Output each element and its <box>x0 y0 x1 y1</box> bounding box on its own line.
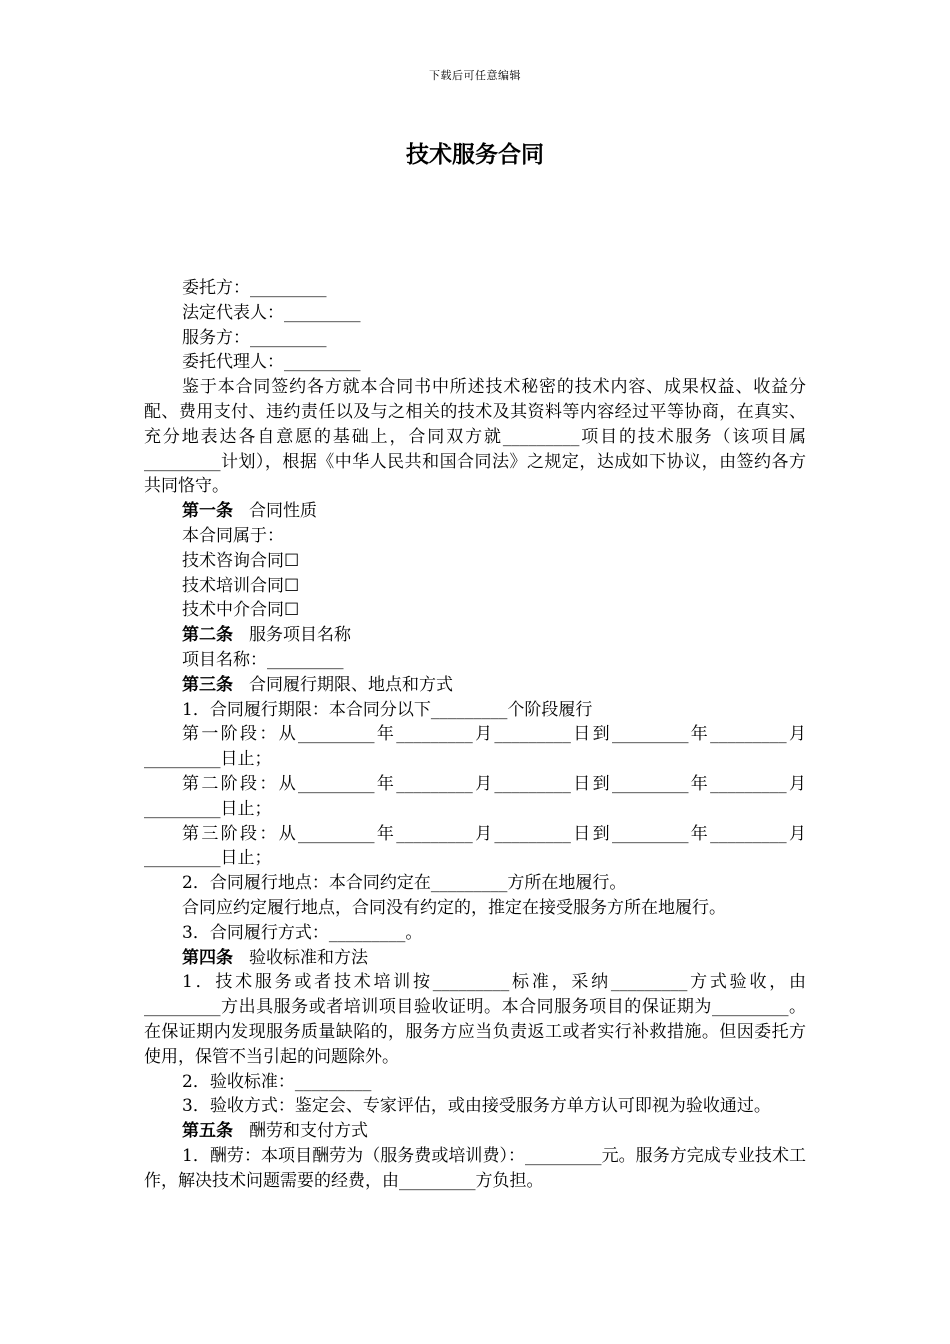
stage-2-line: 第二阶段：从_________年_________月_________日到_________年_________月_________日止； <box>144 773 806 819</box>
agent-line: 委托代理人：_________ <box>182 352 361 373</box>
article-5-title: 酬劳和支付方式 <box>249 1121 368 1142</box>
article-1-label: 第一条 <box>182 501 233 522</box>
article-3-item-2: 2．合同履行地点：本合同约定在_________方所在地履行。 <box>182 873 627 894</box>
header-note: 下载后可任意编辑 <box>429 69 521 82</box>
article-3-item-2-note: 合同应约定履行地点，合同没有约定的，推定在接受服务方所在地履行。 <box>182 897 726 918</box>
article-3-title: 合同履行期限、地点和方式 <box>249 674 453 695</box>
stage-1-line: 第一阶段：从_________年_________月_________日到_________年_________月_________日止； <box>144 724 806 770</box>
article-4-title: 验收标准和方法 <box>249 947 368 968</box>
article-2-title: 服务项目名称 <box>249 625 351 646</box>
option-consulting: 技术咨询合同☐ <box>182 550 300 571</box>
article-2-heading <box>144 623 806 648</box>
article-4-label: 第四条 <box>182 947 233 968</box>
option-intermediary: 技术中介合同☐ <box>182 600 300 621</box>
article-1-title: 合同性质 <box>249 501 317 522</box>
article-5-heading <box>144 1119 806 1144</box>
article-3-item-3: 3．合同履行方式：_________。 <box>182 922 423 943</box>
legal-rep-line: 法定代表人：_________ <box>182 302 361 323</box>
preamble-paragraph: 鉴于本合同签约各方就本合同书中所述技术秘密的技术内容、成果权益、收益分配、费用支付、违约责任以及与之相关的技术及其资料等内容经过平等协商，在真实、充分地表达各自意愿的基础上，合同双方就_________项目的技术服务（该项目属_________计划），根据《中华人民共和国合同法》之规定，达成如下协议，由签约各方共同恪守。 <box>144 377 806 497</box>
option-training: 技术培训合同☐ <box>182 575 300 596</box>
article-3-heading <box>144 673 806 698</box>
article-4-item-3: 3．验收方式：鉴定会、专家评估，或由接受服务方单方认可即视为验收通过。 <box>182 1096 771 1117</box>
stage-3-line: 第三阶段：从_________年_________月_________日到_________年_________月_________日止； <box>144 823 806 869</box>
document-title: 技术服务合同 <box>406 142 544 168</box>
article-2-label: 第二条 <box>182 625 233 646</box>
project-name-line: 项目名称：_________ <box>182 649 344 670</box>
article-5-item-1: 1．酬劳：本项目酬劳为（服务费或培训费）：_________元。服务方完成专业技术工作，解决技术问题需要的经费，由_________方负担。 <box>144 1145 806 1191</box>
contract-body <box>144 276 806 1193</box>
client-line: 委托方：_________ <box>182 278 327 298</box>
article-3-label: 第三条 <box>182 674 233 695</box>
article-1-intro: 本合同属于： <box>182 525 284 546</box>
article-4-heading <box>144 946 806 971</box>
provider-line: 服务方：_________ <box>182 327 327 348</box>
article-4-item-2: 2．验收标准：_________ <box>182 1071 372 1092</box>
article-4-item-1: 1．技术服务或者技术培训按_________标准，采纳_________方式验收，由_________方出具服务或者培训项目验收证明。本合同服务项目的保证期为_________。在保证期内发现服务质量缺陷的，服务方应当负责返工或者实行补救措施。但因委托方使用，保管不当引起的问题除外。 <box>144 972 806 1067</box>
article-3-item-1: 1．合同履行期限：本合同分以下_________个阶段履行 <box>182 699 593 720</box>
article-1-heading <box>144 499 806 524</box>
article-5-label: 第五条 <box>182 1121 233 1142</box>
